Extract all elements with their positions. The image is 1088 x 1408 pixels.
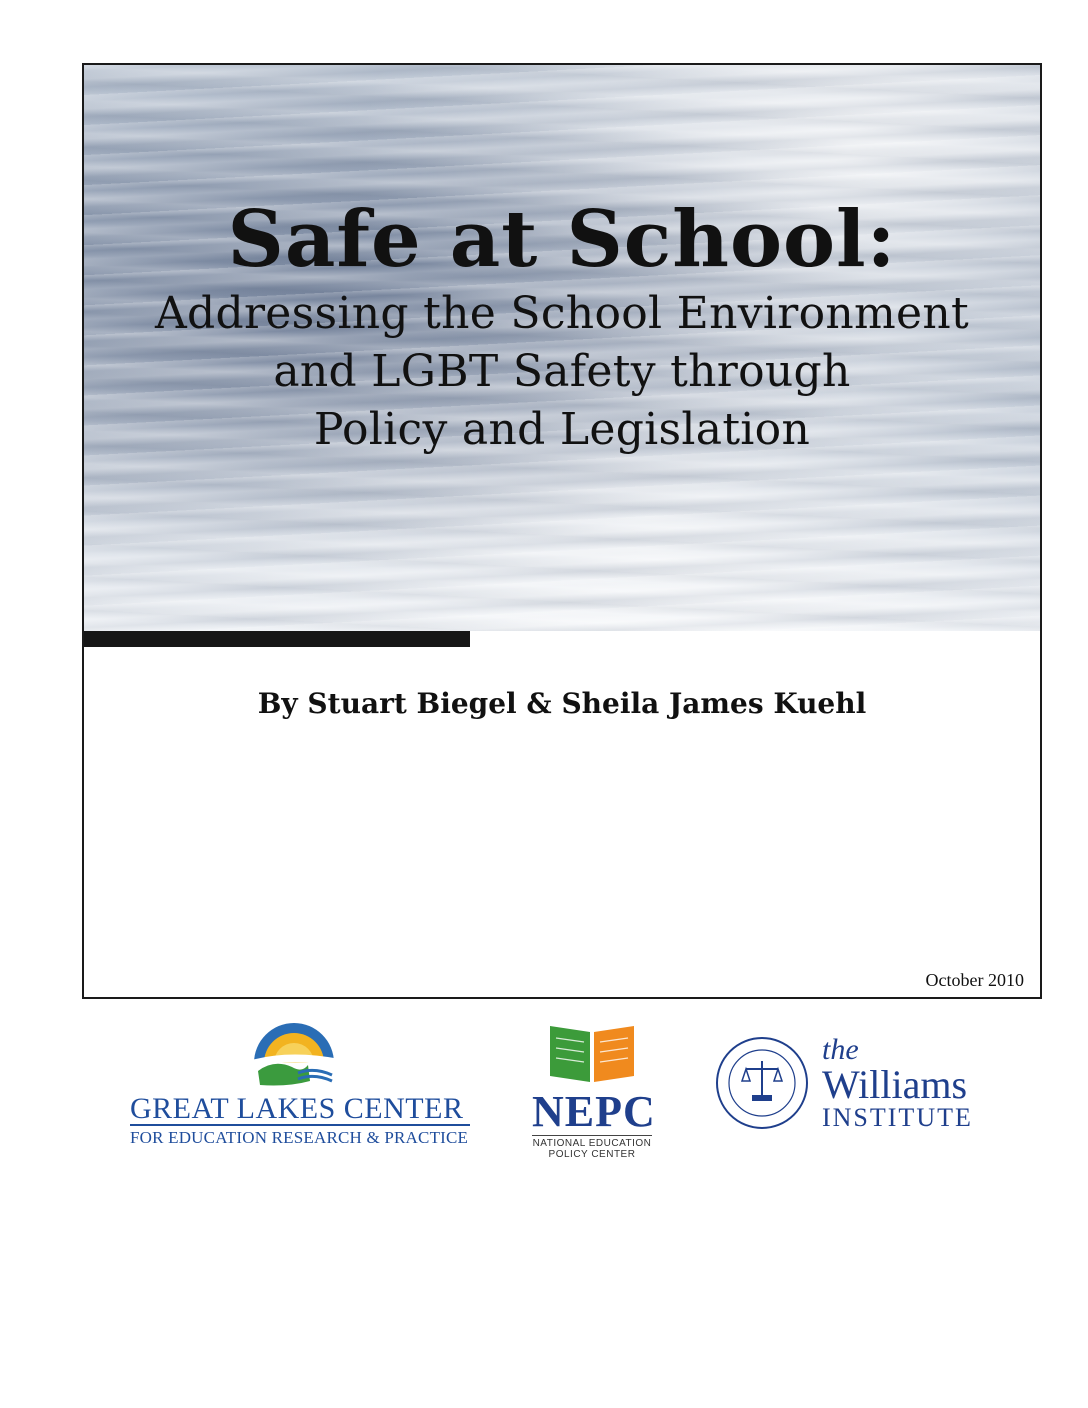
authors-line: By Stuart Biegel & Sheila James Kuehl <box>257 687 867 720</box>
publication-date: October 2010 <box>925 970 1024 990</box>
nepc-logo <box>532 1020 656 1160</box>
williams-institute-word: INSTITUTE <box>822 1103 973 1132</box>
williams-name: Williams <box>822 1062 968 1107</box>
hero-background <box>84 65 1040 631</box>
great-lakes-tagline: FOR EDUCATION RESEARCH & PRACTICE <box>130 1124 470 1148</box>
nepc-book-icon <box>532 1020 652 1084</box>
subtitle-line-1: Addressing the School Environment <box>154 288 970 339</box>
title-text: Safe at School <box>227 194 867 285</box>
subtitle-line-3: Policy and Legislation <box>313 404 811 455</box>
main-title <box>84 195 1040 285</box>
divider-bar <box>84 631 470 647</box>
subtitle-line-2: and LGBT Safety through <box>273 346 851 397</box>
cover-page <box>82 63 1042 1160</box>
great-lakes-name: GREAT LAKES CENTER <box>130 1092 464 1125</box>
title-colon: : <box>866 194 897 285</box>
nepc-name: NEPC <box>532 1087 656 1136</box>
nepc-tagline-1: NATIONAL EDUCATION <box>532 1135 652 1149</box>
great-lakes-center-logo <box>130 1015 470 1148</box>
nepc-tagline-2: POLICY CENTER <box>548 1149 636 1160</box>
title-block <box>84 195 1040 459</box>
great-lakes-emblem-icon <box>130 1015 470 1087</box>
ucla-seal-icon <box>714 1035 810 1131</box>
williams-the: the <box>822 1033 859 1066</box>
